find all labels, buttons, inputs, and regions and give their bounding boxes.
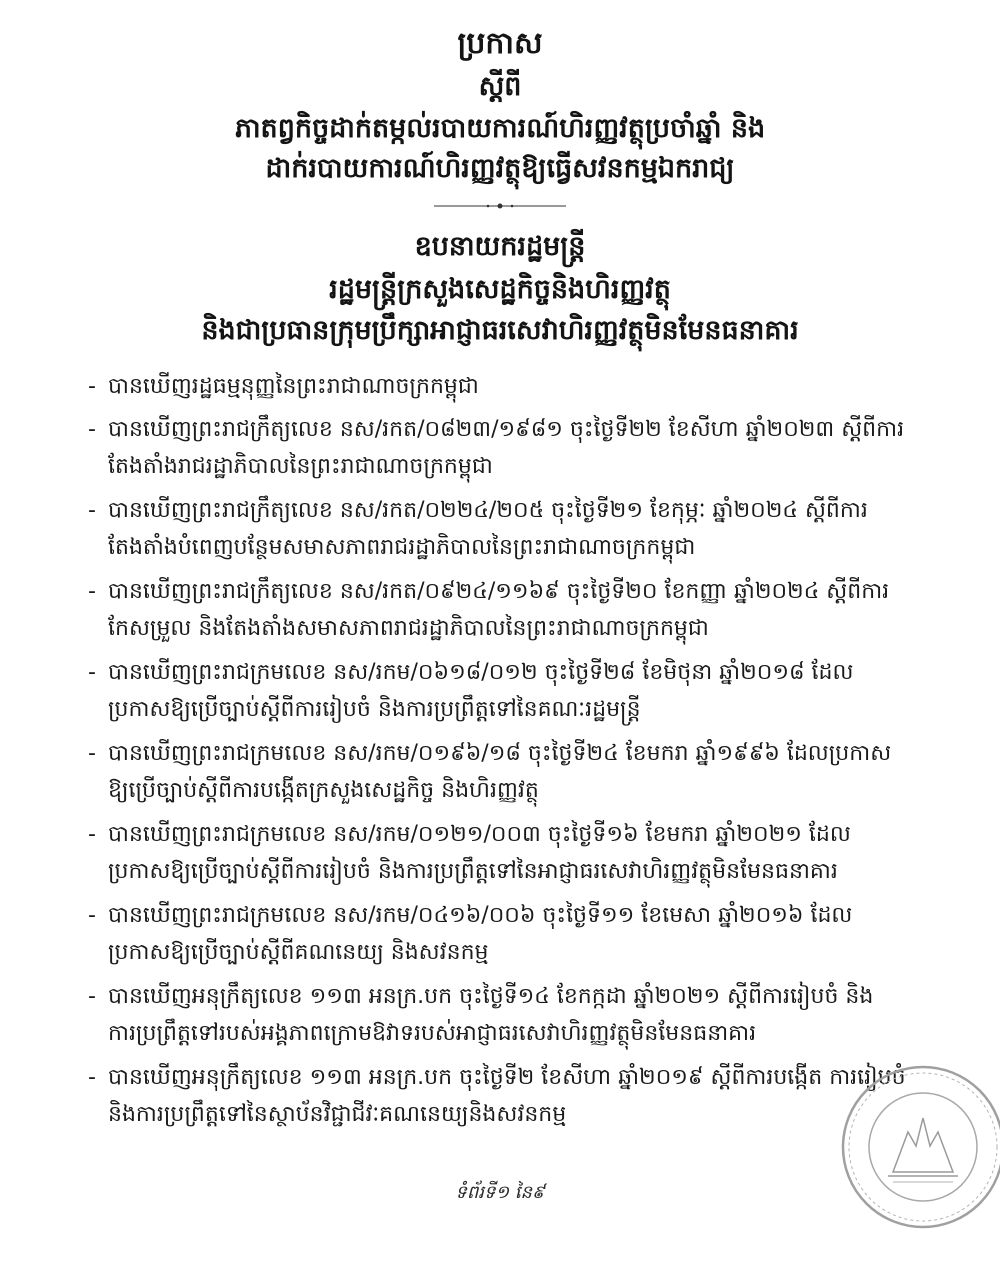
list-dash: -: [88, 903, 96, 928]
list-dash: -: [88, 660, 96, 685]
list-item: [88, 735, 928, 809]
reference-text: បានឃើញរដ្ឋធម្មនុញ្ញនៃព្រះរាជាណាចក្រកម្ពុជា: [108, 374, 479, 399]
list-item: [88, 897, 928, 971]
reference-text: បានឃើញអនុក្រឹត្យលេខ ១១៣ អនក្រ.បក ចុះថ្ងៃទី២ ខែសីហា ឆ្នាំ២០១៩ ស្តីពីការបង្កើត ការរៀបចំ: [108, 1065, 906, 1090]
document-title: ប្រកាស: [457, 26, 543, 61]
document-topic-line-1: ភាតព្វកិច្ចដាក់តម្កល់របាយការណ៍ហិរញ្ញវត្ថុប្រចាំឆ្នាំ និង: [234, 113, 766, 144]
document-topic-line-2: ដាក់របាយការណ៍ហិរញ្ញវត្ថុឱ្យធ្វើសវនកម្មឯករាជ្យ: [265, 153, 735, 184]
list-item: [88, 573, 928, 647]
list-dash: -: [88, 579, 96, 604]
reference-text: បានឃើញព្រះរាជក្រឹត្យលេខ នស/រកត/០៨២៣/១៩៨១ ចុះថ្ងៃទី២២ ខែសីហា ឆ្នាំ២០២៣ ស្តីពីការ: [108, 417, 905, 442]
list-dash: -: [88, 984, 96, 1009]
reference-text: បានឃើញព្រះរាជក្រមលេខ នស/រកម/០១២១/០០៣ ចុះថ្ងៃទី១៦ ខែមករា ឆ្នាំ២០២១ ដែល: [108, 822, 851, 847]
list-dash: -: [88, 374, 96, 399]
list-item: [88, 492, 928, 566]
list-item: [88, 816, 928, 890]
legal-references-list: [88, 368, 928, 1140]
authority-line-3: និងជាប្រធានក្រុមប្រឹក្សាអាជ្ញាធរសេវាហិរញ្ញវត្ថុមិនមែនធនាគារ: [201, 315, 799, 346]
list-item: [88, 978, 928, 1052]
reference-text: បានឃើញព្រះរាជក្រឹត្យលេខ នស/រកត/០២២៤/២០៥ ចុះថ្ងៃទី២១ ខែកុម្ភៈ ឆ្នាំ២០២៤ ស្តីពីការ: [108, 498, 868, 523]
reference-text-continued: តែងតាំងបំពេញបន្ថែមសមាសភាពរាជរដ្ឋាភិបាលនៃព្រះរាជាណាចក្រកម្ពុជា: [108, 535, 696, 560]
reference-text-continued: តែងតាំងរាជរដ្ឋាភិបាលនៃព្រះរាជាណាចក្រកម្ពុជា: [108, 454, 493, 479]
list-item: [88, 654, 928, 728]
list-dash: -: [88, 1065, 96, 1090]
reference-text: បានឃើញព្រះរាជក្រមលេខ នស/រកម/០១៩៦/១៨ ចុះថ្ងៃទី២៤ ខែមករា ឆ្នាំ១៩៩៦ ដែលប្រកាស: [108, 741, 892, 766]
list-dash: -: [88, 417, 96, 442]
page-number: ទំព័រទី១ នៃ៩: [455, 1182, 545, 1203]
list-item: [88, 368, 928, 405]
list-dash: -: [88, 498, 96, 523]
official-stamp-icon: [838, 1062, 1000, 1232]
reference-text: បានឃើញព្រះរាជក្រមលេខ នស/រកម/០៤១៦/០០៦ ចុះថ្ងៃទី១១ ខែមេសា ឆ្នាំ២០១៦ ដែល: [108, 903, 853, 928]
list-dash: -: [88, 741, 96, 766]
authority-line-2: រដ្ឋមន្ត្រីក្រសួងសេដ្ឋកិច្ចនិងហិរញ្ញវត្ថុ: [329, 274, 671, 305]
reference-text-continued: ប្រកាសឱ្យប្រើច្បាប់ស្តីពីការរៀបចំ និងការប្រព្រឹត្តទៅនៃគណៈរដ្ឋមន្ត្រី: [108, 697, 641, 722]
reference-text-continued: កែសម្រួល និងតែងតាំងសមាសភាពរាជរដ្ឋាភិបាលនៃព្រះរាជាណាចក្រកម្ពុជា: [108, 616, 709, 641]
reference-text: បានឃើញអនុក្រឹត្យលេខ ១១៣ អនក្រ.បក ចុះថ្ងៃទី១៤ ខែកក្កដា ឆ្នាំ២០២១ ស្តីពីការរៀបចំ និង: [108, 984, 874, 1009]
list-dash: -: [88, 822, 96, 847]
reference-text-continued: ប្រកាសឱ្យប្រើច្បាប់ស្តីពីគណនេយ្យ និងសវនកម្ម: [108, 940, 489, 965]
reference-text-continued: ប្រកាសឱ្យប្រើច្បាប់ស្តីពីការរៀបចំ និងការប្រព្រឹត្តទៅនៃអាជ្ញាធរសេវាហិរញ្ញវត្ថុមិនមែនធនាគារ: [108, 859, 838, 884]
reference-text: បានឃើញព្រះរាជក្រមលេខ នស/រកម/០៦១៨/០១២ ចុះថ្ងៃទី២៨ ខែមិថុនា ឆ្នាំ២០១៨ ដែល: [108, 660, 854, 685]
reference-text-continued: និងការប្រព្រឹត្តទៅនៃស្ថាប័នវិជ្ជាជីវៈគណនេយ្យនិងសវនកម្ម: [108, 1102, 567, 1127]
reference-text-continued: ការប្រព្រឹត្តទៅរបស់អង្គភាពក្រោមឱវាទរបស់អាជ្ញាធរសេវាហិរញ្ញវត្ថុមិនមែនធនាគារ: [108, 1021, 757, 1046]
list-item: [88, 411, 928, 485]
list-item: [88, 1059, 928, 1133]
authority-line-1: ឧបនាយករដ្ឋមន្ត្រី: [414, 231, 586, 262]
ornamental-divider-icon: [430, 201, 570, 211]
document-subject-label: ស្តីពី: [478, 71, 522, 102]
reference-text: បានឃើញព្រះរាជក្រឹត្យលេខ នស/រកត/០៩២៤/១១៦៩ ចុះថ្ងៃទី២០ ខែកញ្ញា ឆ្នាំ២០២៤ ស្តីពីការ: [108, 579, 890, 604]
reference-text-continued: ឱ្យប្រើច្បាប់ស្តីពីការបង្កើតក្រសួងសេដ្ឋកិច្ច និងហិរញ្ញវត្ថុ: [108, 778, 539, 803]
